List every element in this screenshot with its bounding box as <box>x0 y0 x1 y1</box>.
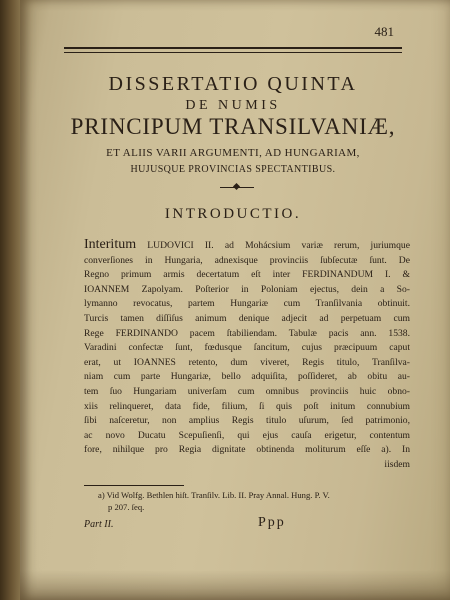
signature-mark: Ppp <box>258 515 286 530</box>
footnote-line-2: p 207. ſeq. <box>108 502 145 512</box>
body-line-text: LUDOVICI II. ad Mohácsium variæ rerum, juriumque <box>136 240 410 251</box>
body-text <box>84 238 410 473</box>
page-number: 481 <box>374 24 394 39</box>
page-shadow <box>20 570 450 600</box>
body-line: xiis relinqueret, data fide, filium, ſi quis poſt initum connubium <box>84 400 410 412</box>
subtitle-line-2: HUJUSQUE PROVINCIAS SPECTANTIBUS. <box>130 164 336 175</box>
body-line: tem ſuo Hungariam univerſam cum omnibus provinciis huic obno- <box>84 385 410 397</box>
section-heading: INTRODUCTIO. <box>164 206 302 222</box>
first-word: Interitum <box>84 238 137 252</box>
body-line: Turcis tamen diſſiſus animum denique adjecit ad perpetuam cum <box>84 312 410 324</box>
body-line: ſibi naſceretur, non amplius Regis titulo uſurum, ſed patrimonio, <box>84 415 410 427</box>
subtitle-line-1: ET ALIIS VARII ARGUMENTI, AD HUNGARIAM, <box>106 147 360 159</box>
header-rule <box>64 47 402 49</box>
footnote-line-1: a) Vid Wolfg. Bethlen hiſt. Tranſilv. Lib. II. Pray Annal. Hung. P. V. <box>98 490 330 500</box>
body-line: converſiones in Hungaria, adnexisque provinciis ſubſecutæ ſunt. De <box>84 254 410 266</box>
body-line: ac novo Ducatu Scepuſienſi, qui ejus cauſa erigetur, contentum <box>84 429 410 441</box>
body-line: IOANNEM Zapolyam. Poſterior in Poloniam ejectus, dein a So- <box>84 283 410 295</box>
body-line <box>84 238 410 254</box>
body-line: lymanno revocatus, partem Hungariæ cum Tranſilvania obtinuit. <box>84 298 410 310</box>
body-line: Varadini confectæ ſunt, fœdusque ſancitum, cujus præcipuum caput <box>84 342 410 354</box>
body-line: Rege FERDINANDO pacem ſtabiliendam. Tabulæ pacis ann. 1538. <box>84 327 410 339</box>
footnote-rule <box>84 485 184 486</box>
body-line: erat, ut IOANNES retento, dum viveret, Regis titulo, Tranſilva- <box>84 356 410 368</box>
title-principum: PRINCIPUM TRANSILVANIÆ, <box>70 114 396 139</box>
title-de-numis: DE NUMIS <box>185 98 281 113</box>
body-line: Regno primum armis decertatum eſt inter FERDINANDUM I. & <box>84 269 410 281</box>
part-label: Part II. <box>84 519 114 530</box>
catchword: iisdem <box>384 458 410 470</box>
body-line: niam cum parte Hungariæ, bello adquiſita, poſſideret, ab obitu au- <box>84 371 410 383</box>
footnote <box>98 489 418 513</box>
ornament-divider <box>220 183 254 191</box>
body-line: fore, nihilque pro Regia dignitate obtinenda moliturum eſſe a). In <box>84 444 410 456</box>
book-page <box>20 0 450 600</box>
title-dissertatio: DISSERTATIO QUINTA <box>108 73 358 95</box>
